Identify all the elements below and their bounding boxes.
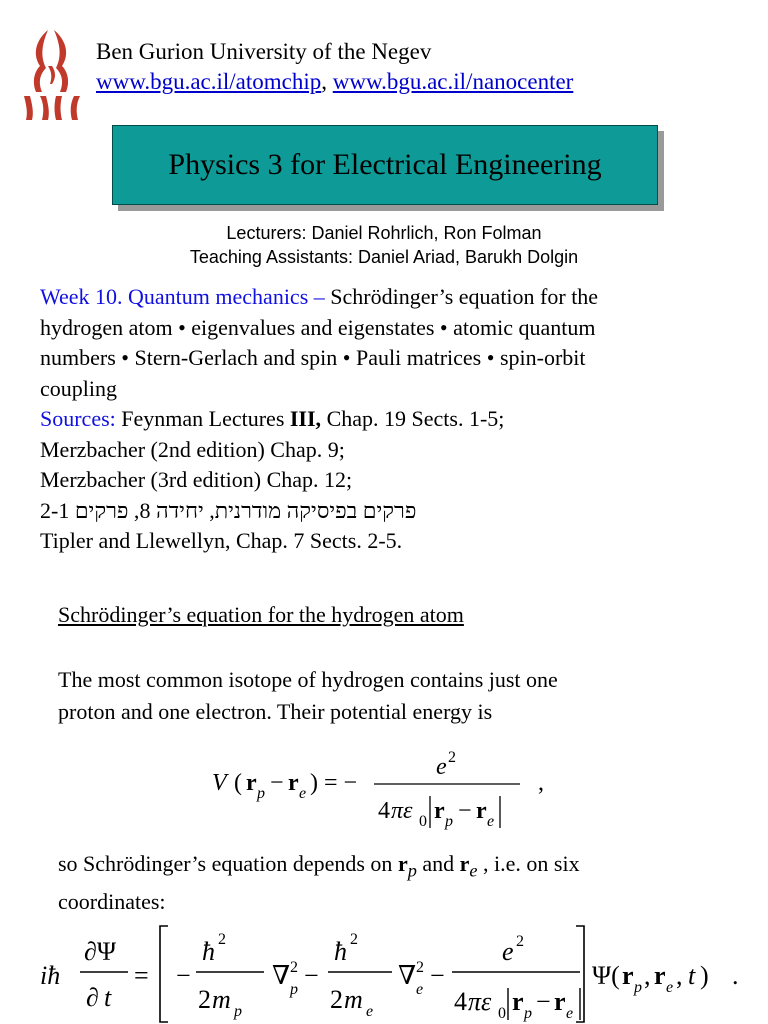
svg-text:4: 4 <box>454 987 467 1016</box>
svg-text:−: − <box>176 961 191 990</box>
svg-text:,: , <box>538 770 544 796</box>
svg-text:πε: πε <box>391 798 413 824</box>
svg-text:) = −: ) = − <box>310 770 358 796</box>
svg-text:πε: πε <box>468 987 492 1016</box>
para2-line-1 <box>58 848 698 886</box>
link-separator: , <box>321 69 328 94</box>
svg-text:2: 2 <box>448 749 456 766</box>
svg-text:p: p <box>634 979 642 996</box>
svg-text:2: 2 <box>290 959 298 976</box>
svg-text:r: r <box>654 961 666 990</box>
svg-text:p: p <box>290 981 298 998</box>
svg-text:2: 2 <box>218 931 226 948</box>
svg-text:p: p <box>445 813 453 830</box>
svg-text:,: , <box>676 961 683 990</box>
week-topics-1: Schrödinger’s equation for the <box>324 284 599 309</box>
para2-a: so Schrödinger’s equation depends on <box>58 851 398 876</box>
svg-text:e: e <box>416 981 424 998</box>
sources-label: Sources: <box>40 406 116 431</box>
svg-text:t: t <box>688 961 696 990</box>
svg-text:e: e <box>436 754 447 780</box>
rp-subscript: p <box>407 860 417 881</box>
svg-text:ħ: ħ <box>334 937 347 966</box>
svg-text:p: p <box>524 1005 532 1022</box>
svg-text:m: m <box>212 985 231 1014</box>
schrodinger-equation <box>36 922 760 1024</box>
svg-text:∇: ∇ <box>272 961 291 990</box>
svg-text:r: r <box>476 798 487 824</box>
svg-text:=: = <box>134 961 149 990</box>
svg-text:4: 4 <box>378 798 390 824</box>
section-heading: Schrödinger’s equation for the hydrogen atom <box>58 602 464 627</box>
week-line-1 <box>40 282 740 313</box>
svg-text:2: 2 <box>516 933 524 950</box>
svg-text:2: 2 <box>198 985 211 1014</box>
nanocenter-link[interactable]: www.bgu.ac.il/nanocenter <box>332 69 574 94</box>
svg-text:2: 2 <box>350 931 358 948</box>
week-line-4: coupling <box>40 375 117 401</box>
svg-text:): ) <box>700 961 709 990</box>
svg-text:2: 2 <box>330 985 343 1014</box>
svg-text:,: , <box>644 961 651 990</box>
svg-text:e: e <box>666 979 674 996</box>
feynman-b: Chap. 19 Sects. 1-5; <box>321 406 505 431</box>
svg-text:0: 0 <box>498 1005 506 1022</box>
svg-text:r: r <box>246 770 257 796</box>
svg-text:r: r <box>434 798 445 824</box>
svg-text:iħ: iħ <box>40 961 61 990</box>
svg-text:2: 2 <box>416 959 424 976</box>
svg-text:−: − <box>458 798 472 824</box>
para1-line-1: The most common isotope of hydrogen contains just one <box>58 667 558 692</box>
svg-text:.: . <box>732 961 739 990</box>
svg-text:∂: ∂ <box>86 983 99 1012</box>
para2-and: and <box>416 851 460 876</box>
svg-text:Ψ(: Ψ( <box>592 961 620 990</box>
week-block <box>40 282 740 557</box>
para1-line-2: proton and one electron. Their potential energy is <box>58 699 493 724</box>
svg-text:−: − <box>536 987 551 1016</box>
merzbacher-3rd: Merzbacher (3rd edition) Chap. 12; <box>40 467 353 492</box>
header-links <box>96 68 573 96</box>
week-label: Week 10. Quantum mechanics – <box>40 284 325 309</box>
svg-text:V: V <box>212 770 227 796</box>
svg-text:t: t <box>104 983 112 1012</box>
week-line-3: numbers • Stern-Gerlach and spin • Pauli matrices • spin-orbit <box>40 345 586 370</box>
feynman-a: Feynman Lectures <box>115 406 290 431</box>
svg-text:p: p <box>234 1003 242 1020</box>
svg-text:e: e <box>566 1005 574 1022</box>
svg-text:e: e <box>366 1003 374 1020</box>
re-subscript: e <box>469 860 478 881</box>
svg-text:−: − <box>304 961 319 990</box>
svg-text:e: e <box>299 785 307 802</box>
potential-energy-equation <box>200 742 580 842</box>
svg-text:m: m <box>344 985 363 1014</box>
svg-text:(: ( <box>234 770 242 796</box>
title-box <box>112 125 658 205</box>
paragraph-2 <box>58 848 698 918</box>
lecturers-line: Lecturers: Daniel Rohrlich, Ron Folman <box>226 223 542 243</box>
university-name: Ben Gurion University of the Negev <box>96 39 432 64</box>
para2-line-2: coordinates: <box>58 889 166 915</box>
svg-text:∇: ∇ <box>398 961 417 990</box>
svg-text:ħ: ħ <box>202 937 215 966</box>
svg-text:e: e <box>487 813 495 830</box>
re-symbol: r <box>459 851 470 876</box>
para2-b: , i.e. on six <box>477 851 580 876</box>
svg-text:r: r <box>622 961 634 990</box>
bgu-logo <box>18 26 84 122</box>
svg-text:r: r <box>512 987 524 1016</box>
merzbacher-2nd: Merzbacher (2nd edition) Chap. 9; <box>40 436 345 462</box>
svg-text:r: r <box>288 770 299 796</box>
sources-line <box>40 404 740 435</box>
svg-text:e: e <box>502 937 514 966</box>
rp-symbol: r <box>397 851 408 876</box>
page-title: Physics 3 for Electrical Engineering <box>168 148 602 181</box>
hebrew-source: פרקים בפיסיקה מודרנית, יחידה 8, פרקים 2-1 <box>40 497 417 523</box>
svg-text:r: r <box>554 987 566 1016</box>
tipler-source: Tipler and Llewellyn, Chap. 7 Sects. 2-5. <box>40 528 403 553</box>
week-line-2: hydrogen atom • eigenvalues and eigenstates • atomic quantum <box>40 314 596 340</box>
svg-text:0: 0 <box>419 813 427 830</box>
feynman-bold: III, <box>289 406 322 431</box>
svg-text:∂Ψ: ∂Ψ <box>84 937 117 966</box>
atomchip-link[interactable]: www.bgu.ac.il/atomchip <box>96 69 322 94</box>
svg-text:−: − <box>430 961 445 990</box>
svg-text:p: p <box>257 785 265 802</box>
paragraph-1 <box>58 664 698 728</box>
assistants-line: Teaching Assistants: Daniel Ariad, Barukh Dolgin <box>189 247 579 267</box>
svg-text:−: − <box>270 770 284 796</box>
